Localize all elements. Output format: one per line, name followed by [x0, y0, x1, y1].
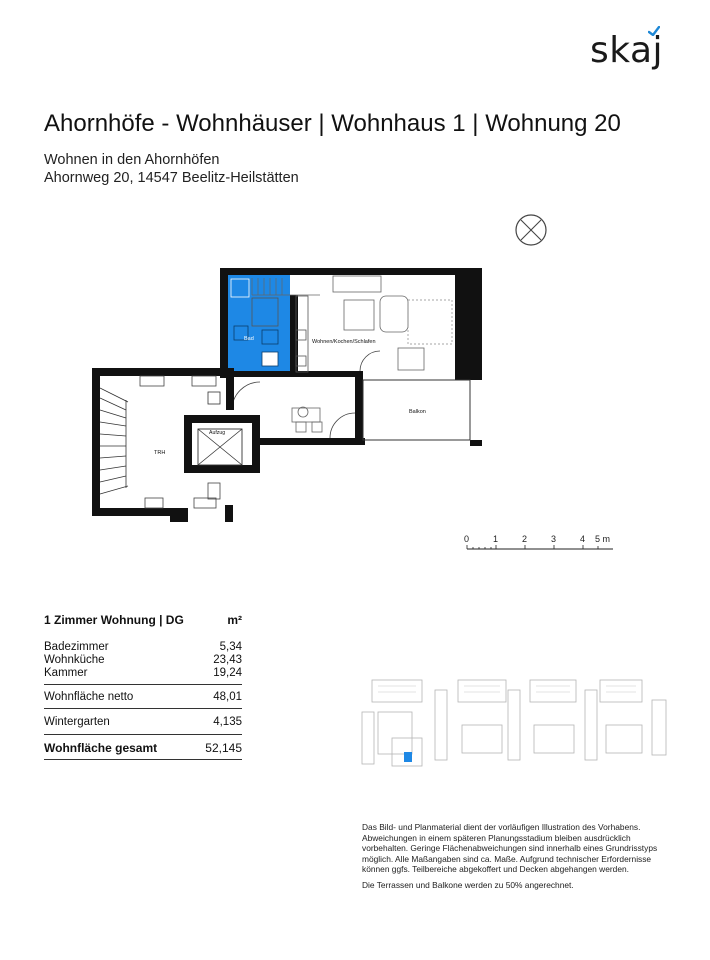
label-bad: Bad [244, 336, 254, 342]
floor-plan [80, 205, 500, 535]
scale-tick-1: 1 [493, 534, 499, 544]
scale-tick-0: 0 [464, 534, 470, 544]
scale-tick-4: 4 [580, 534, 586, 544]
label-living: Wohnen/Kochen/Schlafen [312, 339, 376, 345]
scale-tick-2: 2 [522, 534, 528, 544]
area-table [44, 614, 242, 760]
total-area-row: Wohnfläche gesamt 52,145 [44, 741, 242, 755]
unit-label: m² [227, 613, 242, 627]
net-area-row: Wohnfläche netto 48,01 [44, 691, 242, 703]
label-elevator: Aufzug [209, 430, 226, 436]
balcony-note: Die Terrassen und Balkone werden zu 50% angerechnet. [362, 880, 574, 890]
scale-tick-3: 3 [551, 534, 557, 544]
subtitle-line-1: Wohnen in den Ahornhöfen [44, 152, 220, 168]
divider [44, 759, 242, 760]
label-balcony: Balkon [409, 409, 426, 415]
apartment-type: 1 Zimmer Wohnung | DG [44, 613, 184, 627]
subtitle-line-2: Ahornweg 20, 14547 Beelitz-Heilstätten [44, 170, 299, 186]
brand-logo: skaj [590, 30, 664, 71]
scale-tick-5: 5 m [595, 534, 611, 544]
disclaimer [362, 822, 672, 875]
disclaimer-text: Das Bild- und Planmaterial dient der vorläufigen Illustration des Vorhabens. Abweichungen in einem späteren Planungsstadium bleiben ausdrücklich vorbehalten. Geringe Flächenabweichungen sind innerhalb eines Grundrisstyps möglich. Alle Maßangaben sind ca. Maße. Aufgrund technischer Erfordernisse können ggfs. Teilbereiche abgekoffert und Decken abgehangen werden. [362, 822, 658, 875]
scale-bar [455, 530, 630, 560]
area-table-header [44, 614, 242, 627]
page-title: Ahornhöfe - Wohnhäuser | Wohnhaus 1 | Wohnung 20 [44, 110, 621, 137]
site-overview-plan [355, 665, 675, 775]
area-row: Badezimmer 5,34 [44, 641, 242, 653]
winter-garden-row: Wintergarten 4,135 [44, 716, 242, 728]
logo-accent-icon [648, 26, 660, 36]
area-row: Wohnküche 23,43 [44, 654, 242, 666]
bathroom-highlight [228, 275, 290, 371]
apartment-location-marker [404, 752, 412, 762]
compass-icon [514, 214, 548, 248]
area-row: Kammer 19,24 [44, 667, 242, 679]
label-stair: TRH [154, 450, 166, 456]
